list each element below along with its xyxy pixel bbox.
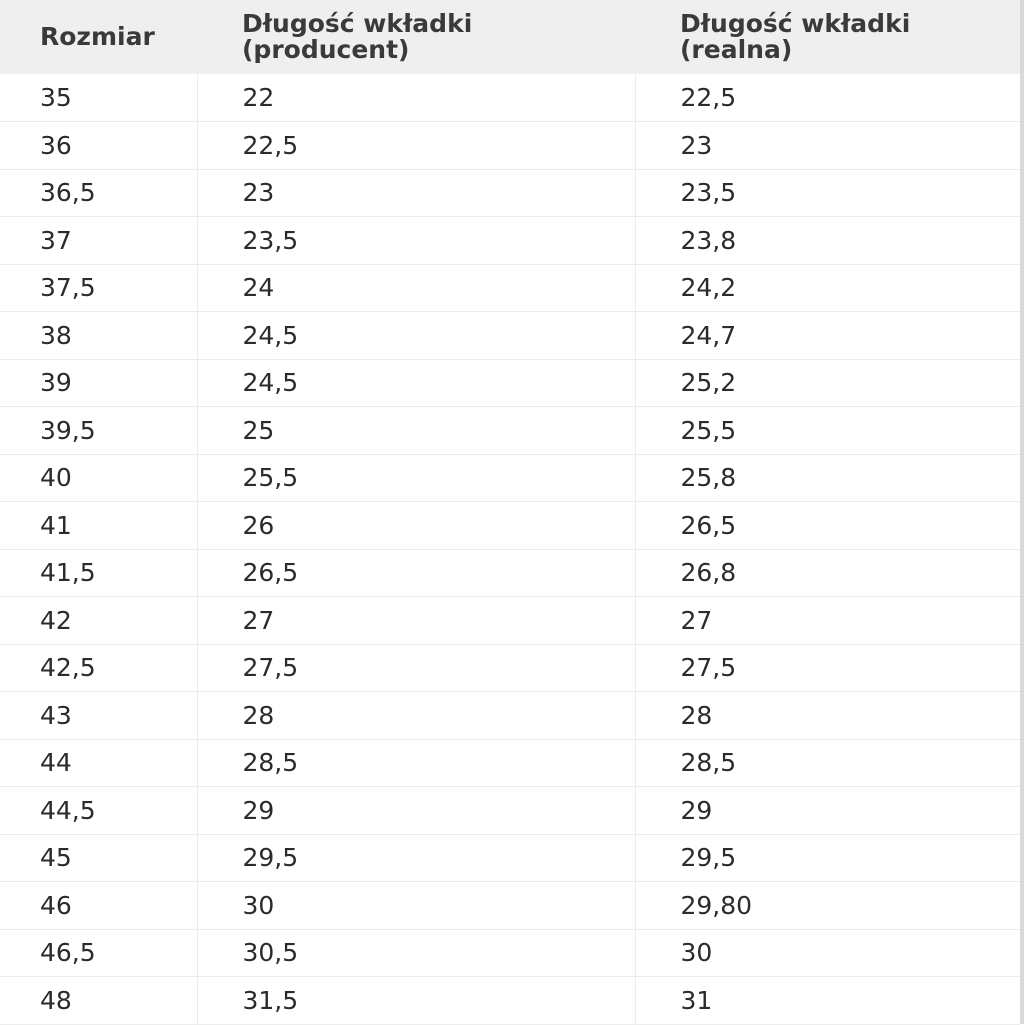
size-cell: 37,5 <box>0 264 197 312</box>
real-length-cell: 28,5 <box>635 739 1020 787</box>
header-producer-line1: Długość wkładki <box>242 9 473 38</box>
producer-length-cell: 24 <box>197 264 635 312</box>
table-row <box>0 454 1024 502</box>
real-length-cell: 23 <box>635 122 1020 170</box>
size-cell: 46,5 <box>0 929 197 977</box>
real-length-cell: 25,8 <box>635 454 1020 502</box>
table-row <box>0 217 1024 265</box>
header-real-line2: (realna) <box>680 35 793 64</box>
right-edge-strip <box>1020 359 1024 407</box>
real-length-cell: 24,2 <box>635 264 1020 312</box>
table-row <box>0 359 1024 407</box>
real-length-cell: 27 <box>635 597 1020 645</box>
real-length-cell: 27,5 <box>635 644 1020 692</box>
table-row <box>0 787 1024 835</box>
producer-length-cell: 27 <box>197 597 635 645</box>
producer-length-cell: 23 <box>197 169 635 217</box>
right-edge-strip <box>1020 407 1024 455</box>
table-row <box>0 929 1024 977</box>
size-cell: 39 <box>0 359 197 407</box>
producer-length-cell: 29 <box>197 787 635 835</box>
right-edge-strip <box>1020 787 1024 835</box>
right-edge-strip <box>1020 122 1024 170</box>
real-length-cell: 22,5 <box>635 74 1020 122</box>
producer-length-cell: 30 <box>197 882 635 930</box>
producer-length-cell: 28 <box>197 692 635 740</box>
table-row <box>0 977 1024 1025</box>
size-cell: 36 <box>0 122 197 170</box>
producer-length-cell: 24,5 <box>197 359 635 407</box>
header-producer-line2: (producent) <box>242 35 410 64</box>
real-length-cell: 24,7 <box>635 312 1020 360</box>
size-cell: 44 <box>0 739 197 787</box>
right-edge-strip <box>1020 692 1024 740</box>
producer-length-cell: 26 <box>197 502 635 550</box>
right-edge-strip <box>1020 977 1024 1025</box>
size-cell: 39,5 <box>0 407 197 455</box>
table-row <box>0 502 1024 550</box>
real-length-cell: 29,5 <box>635 834 1020 882</box>
right-edge-strip <box>1020 739 1024 787</box>
real-length-cell: 28 <box>635 692 1020 740</box>
size-cell: 46 <box>0 882 197 930</box>
table-row <box>0 549 1024 597</box>
table-row <box>0 692 1024 740</box>
right-edge-strip <box>1020 929 1024 977</box>
producer-length-cell: 23,5 <box>197 217 635 265</box>
right-edge-strip <box>1020 644 1024 692</box>
right-edge-strip <box>1020 312 1024 360</box>
real-length-cell: 26,8 <box>635 549 1020 597</box>
table-row <box>0 122 1024 170</box>
producer-length-cell: 30,5 <box>197 929 635 977</box>
real-length-cell: 25,5 <box>635 407 1020 455</box>
header-real-line1: Długość wkładki <box>680 9 911 38</box>
producer-length-cell: 27,5 <box>197 644 635 692</box>
producer-length-cell: 29,5 <box>197 834 635 882</box>
right-edge-strip <box>1020 549 1024 597</box>
right-edge-strip <box>1020 74 1024 122</box>
right-edge-strip <box>1020 502 1024 550</box>
size-cell: 35 <box>0 74 197 122</box>
table-row <box>0 169 1024 217</box>
size-cell: 42 <box>0 597 197 645</box>
real-length-cell: 26,5 <box>635 502 1020 550</box>
producer-length-cell: 31,5 <box>197 977 635 1025</box>
table-row <box>0 739 1024 787</box>
real-length-cell: 23,8 <box>635 217 1020 265</box>
header-size-label: Rozmiar <box>40 22 155 51</box>
size-cell: 44,5 <box>0 787 197 835</box>
size-cell: 41 <box>0 502 197 550</box>
producer-length-cell: 26,5 <box>197 549 635 597</box>
producer-length-cell: 24,5 <box>197 312 635 360</box>
size-cell: 38 <box>0 312 197 360</box>
table-row <box>0 834 1024 882</box>
table-header <box>0 0 1024 74</box>
header-producer-length <box>197 0 635 74</box>
size-cell: 37 <box>0 217 197 265</box>
producer-length-cell: 25,5 <box>197 454 635 502</box>
real-length-cell: 25,2 <box>635 359 1020 407</box>
size-cell: 40 <box>0 454 197 502</box>
size-cell: 45 <box>0 834 197 882</box>
table-row <box>0 312 1024 360</box>
size-cell: 41,5 <box>0 549 197 597</box>
table-row <box>0 264 1024 312</box>
table-row <box>0 407 1024 455</box>
table-row <box>0 882 1024 930</box>
real-length-cell: 31 <box>635 977 1020 1025</box>
producer-length-cell: 28,5 <box>197 739 635 787</box>
real-length-cell: 30 <box>635 929 1020 977</box>
table-body <box>0 74 1024 1024</box>
size-cell: 42,5 <box>0 644 197 692</box>
producer-length-cell: 22,5 <box>197 122 635 170</box>
size-cell: 36,5 <box>0 169 197 217</box>
right-edge-strip <box>1020 834 1024 882</box>
right-edge-strip <box>1020 597 1024 645</box>
right-edge-strip <box>1020 217 1024 265</box>
table-row <box>0 644 1024 692</box>
right-edge-strip <box>1020 0 1024 74</box>
table-row <box>0 597 1024 645</box>
header-real-length <box>635 0 1020 74</box>
header-row <box>0 0 1024 74</box>
table-row <box>0 74 1024 122</box>
header-size <box>0 0 197 74</box>
real-length-cell: 23,5 <box>635 169 1020 217</box>
real-length-cell: 29 <box>635 787 1020 835</box>
size-cell: 43 <box>0 692 197 740</box>
producer-length-cell: 25 <box>197 407 635 455</box>
right-edge-strip <box>1020 882 1024 930</box>
right-edge-strip <box>1020 454 1024 502</box>
producer-length-cell: 22 <box>197 74 635 122</box>
size-cell: 48 <box>0 977 197 1025</box>
right-edge-strip <box>1020 264 1024 312</box>
right-edge-strip <box>1020 169 1024 217</box>
real-length-cell: 29,80 <box>635 882 1020 930</box>
